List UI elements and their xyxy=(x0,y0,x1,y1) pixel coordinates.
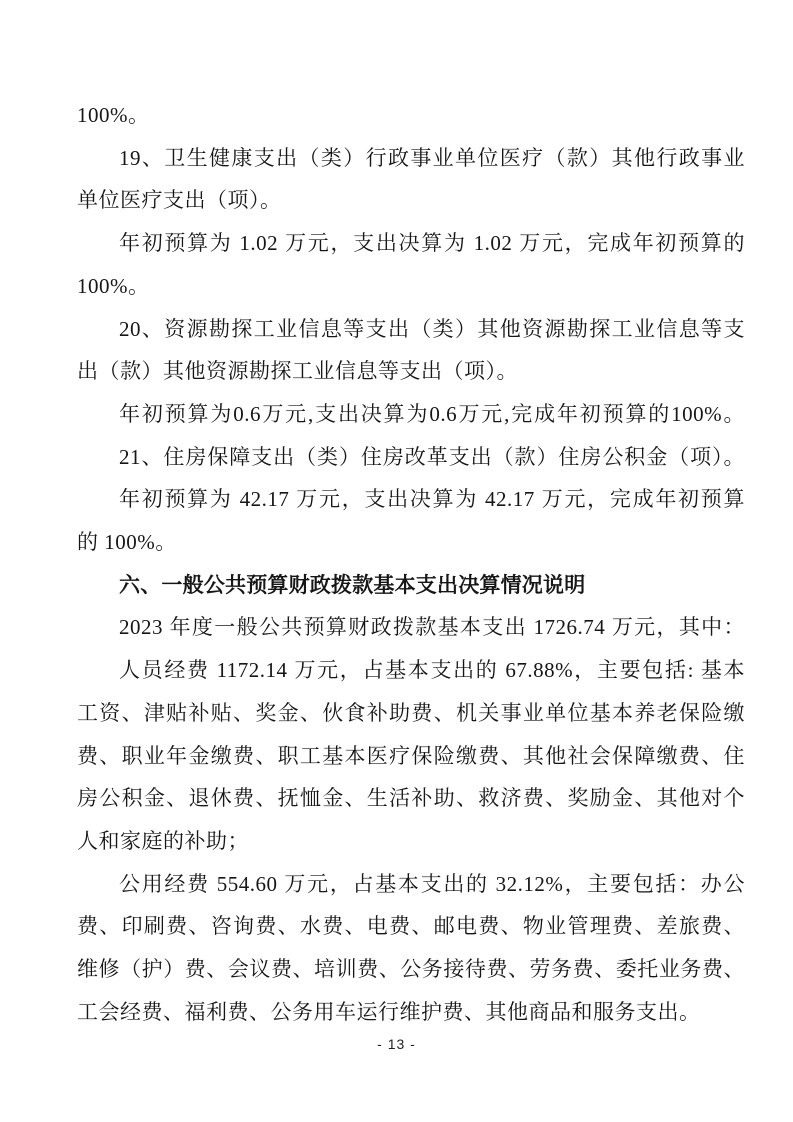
document-line: 19、卫生健康支出（类）行政事业单位医疗（款）其他行政事业 xyxy=(119,145,745,170)
document-line: 人员经费 1172.14 万元，占基本支出的 67.88%，主要包括: 基本 xyxy=(119,658,745,683)
document-line: 年初预算为 1.02 万元，支出决算为 1.02 万元，完成年初预算的 xyxy=(119,231,745,256)
document-line: 人和家庭的补助； xyxy=(77,828,249,853)
document-line: 费、职业年金缴费、职工基本医疗保险缴费、其他社会保障缴费、住 xyxy=(77,743,745,768)
document-line: 房公积金、退休费、抚恤金、生活补助、救济费、奖励金、其他对个 xyxy=(77,786,745,811)
document-line: 工资、津贴补贴、奖金、伙食补助费、机关事业单位基本养老保险缴 xyxy=(77,700,745,725)
document-line: 出（款）其他资源勘探工业信息等支出（项）。 xyxy=(77,359,518,384)
document-line: 100%。 xyxy=(77,103,150,127)
document-line: 单位医疗支出（项）。 xyxy=(77,188,282,213)
document-line: 工会经费、福利费、公务用车运行维护费、其他商品和服务支出。 xyxy=(77,999,701,1024)
document-line: 公用经费 554.60 万元，占基本支出的 32.12%，主要包括：办公 xyxy=(119,871,745,896)
page-number: - 13 - xyxy=(377,1036,416,1052)
document-line: 20、资源勘探工业信息等支出（类）其他资源勘探工业信息等支 xyxy=(119,316,745,341)
section-heading: 六、一般公共预算财政拨款基本支出决算情况说明 xyxy=(119,572,586,597)
document-body xyxy=(77,94,745,1033)
document-line: 年初预算为0.6万元,支出决算为0.6万元,完成年初预算的100%。 xyxy=(119,401,745,426)
document-line: 21、住房保障支出（类）住房改革支出（款）住房公积金（项）。 xyxy=(119,444,745,469)
document-line: 100%。 xyxy=(77,273,150,298)
document-line: 费、印刷费、咨询费、水费、电费、邮电费、物业管理费、差旅费、 xyxy=(77,914,745,939)
document-line: 维修（护）费、会议费、培训费、公务接待费、劳务费、委托业务费、 xyxy=(77,957,745,982)
document-line: 2023 年度一般公共预算财政拨款基本支出 1726.74 万元，其中： xyxy=(119,615,745,640)
document-line: 的 100%。 xyxy=(77,530,177,555)
document-line: 年初预算为 42.17 万元，支出决算为 42.17 万元，完成年初预算 xyxy=(119,487,745,512)
